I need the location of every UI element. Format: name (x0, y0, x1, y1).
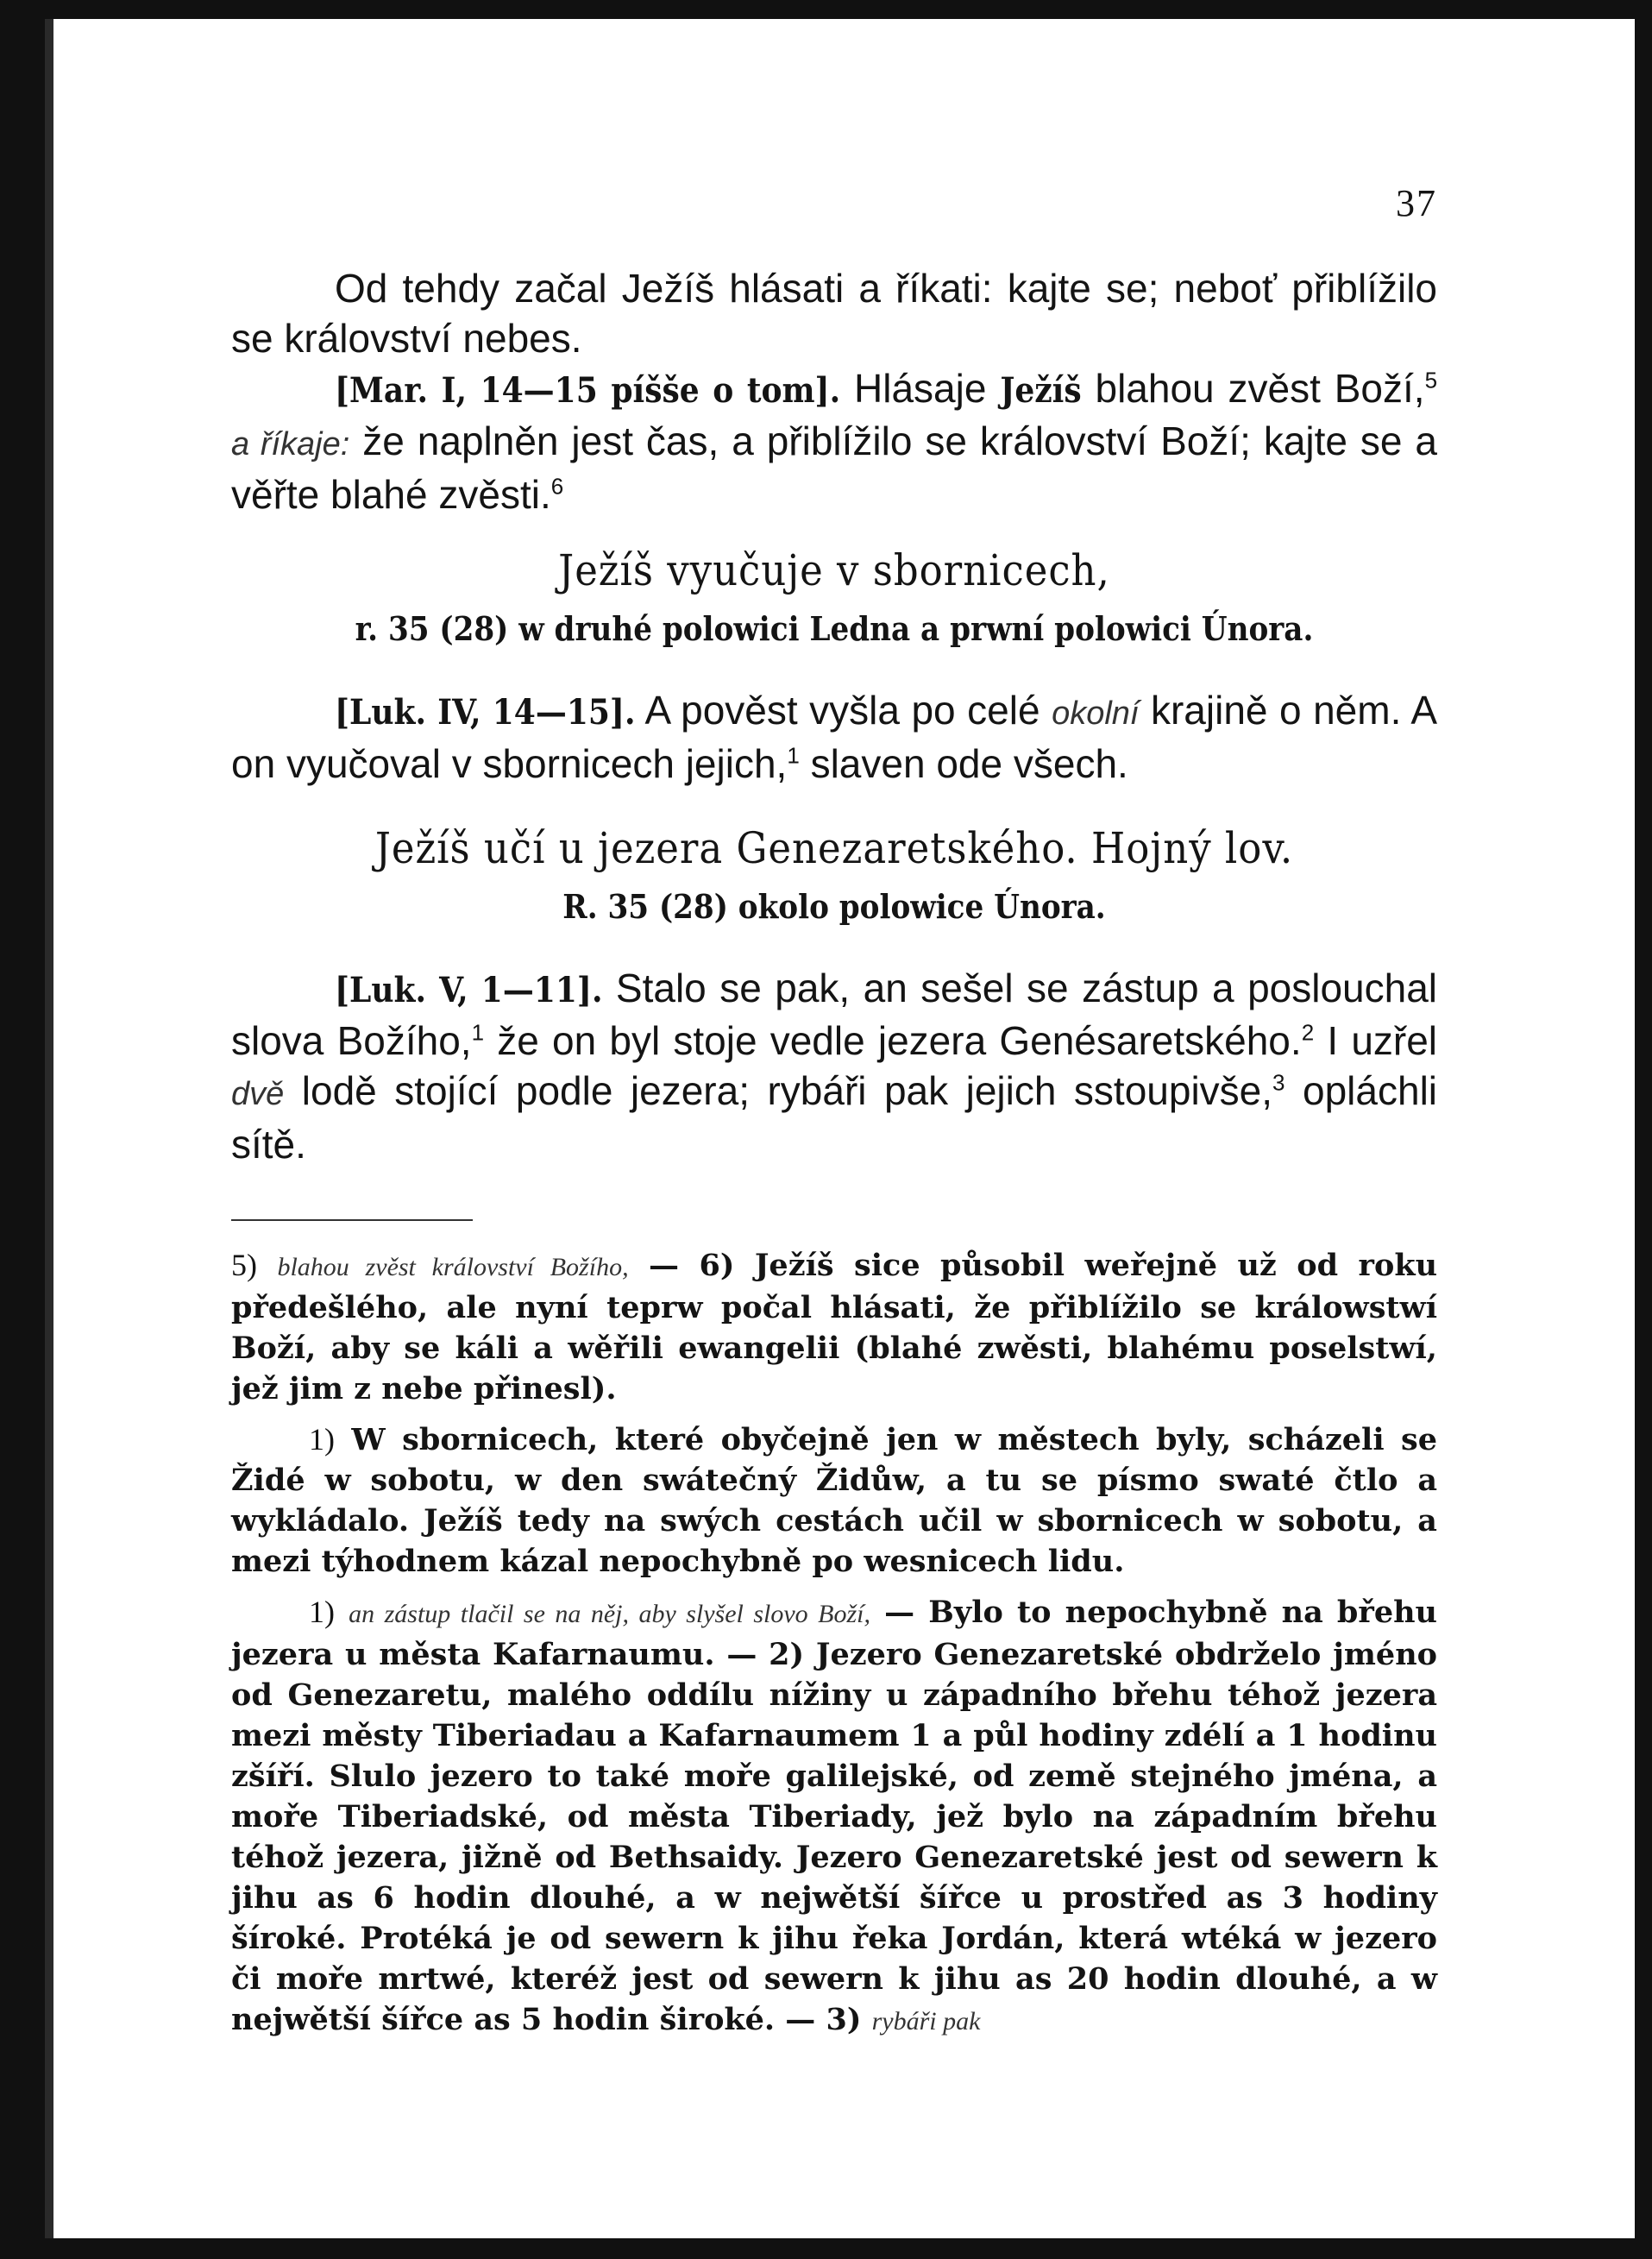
footnote-marker: 3 (1272, 1069, 1285, 1096)
footnote-divider (231, 1219, 473, 1221)
footnote-3 (231, 1592, 1437, 2042)
scan-border-bottom (0, 2238, 1652, 2259)
scripture-reference: [Luk. IV, 14—15]. (335, 692, 636, 733)
scripture-reference: [Mar. I, 14—15 píšše o tom]. (335, 370, 841, 411)
footnote-2 (231, 1419, 1437, 1582)
footnote-text: — Bylo to nepochybně na břehu jezera u města Kafarnaumu. — 2) Jezero Genezaretské obdrželo jméno od Genezaretu, malého oddílu nížiny u západního břehu téhož jezera mezi městy Tiberiadau a Kafarnaumem 1 a půl hodiny zdélí a 1 hodinu zšíří. Slulo jezero to také moře galilejské, od země stejného jména, a moře Tiberiadské, od města Tiberiady, jež bylo na západním břehu téhož jezera, jižně od Bethsaidy. Jezero Genezaretské jest od sewern k jihu as 6 hodin dlouhé, a w nejwětší šířce u prostřed as 3 hodiny šíroké. Protéká je od sewern k jihu řeka Jordán, která wtéká w jezero či moře mrtwé, kteréž jest od sewern k jihu as 20 hodin dlouhé, a w nejwětší šířce as 5 hodin široké. — 3) (231, 1595, 1437, 2037)
paragraph-2-text: že naplněn jest čas, a přiblížilo se království Boží; kajte se a věřte blahé zvěsti. (231, 418, 1438, 517)
footnote-marker: 5 (1424, 367, 1438, 393)
footnote-marker: 1 (471, 1019, 485, 1046)
section-date-1: r. 35 (28) w druhé polowici Ledna a prwní polowici Února. (355, 609, 1314, 648)
scan-border-left (0, 0, 45, 2259)
paragraph-3-text: krajině o něm. A on vyučoval v sbornicech jejich, (231, 688, 1438, 786)
paragraph-2-text: blahou zvěst Boží, (1095, 366, 1425, 411)
paragraph-4-text: I uzřel (1327, 1018, 1438, 1063)
paragraph-3 (231, 685, 1437, 789)
section-heading-1: Ježíš vyučuje v sbornicech, (558, 545, 1110, 595)
footnote-1 (231, 1245, 1437, 1409)
footnote-number: 1) (309, 1422, 335, 1457)
paragraph-4 (231, 963, 1437, 1169)
section-date-2: R. 35 (28) okolo polowice Února. (562, 887, 1106, 926)
footnote-number: 1) (309, 1595, 335, 1629)
paragraph-4-text: Stalo se pak, an sešel se zástup a poslouchal slova Božího, (231, 966, 1438, 1063)
section-heading-2: Ježíš učí u jezera Genezaretského. Hojný lov. (374, 823, 1294, 873)
scan-border-left-inner (45, 19, 53, 2259)
footnote-continuation: rybáři pak (871, 2007, 981, 2036)
paragraph-4-text: opláchli sítě. (231, 1068, 1438, 1167)
footnote-marker: 6 (550, 473, 564, 500)
scan-border-right (1635, 0, 1652, 2259)
footnote-text: — 6) Ježíš sice působil weřejně už od roku předešlého, ale nyní teprw počal hlásati, že přiblížilo se králowstwí Boží, aby se káli a wěřili ewangelii (blahé zwěsti, blahému poselstwí, jež jim z nebe přinesl). (231, 1248, 1438, 1406)
paragraph-3-text: slaven ode všech. (810, 741, 1128, 786)
footnote-marker: 2 (1301, 1019, 1315, 1046)
footnote-marker: 1 (787, 742, 800, 769)
paragraph-4-text: lodě stojící podle jezera; rybáři pak jejich sstoupivše, (301, 1068, 1273, 1113)
scan-border-top (0, 0, 1652, 19)
footnote-lemma: blahou zvěst království Božího, (277, 1253, 629, 1281)
italic-phrase: a říkaje: (231, 426, 350, 462)
scripture-reference: [Luk. V, 1—11]. (335, 970, 603, 1010)
paragraph-1-text: Od tehdy začal Ježíš hlásati a říkati: kajte se; neboť přiblížilo se království nebes. (231, 266, 1437, 361)
paragraph-4-text: že on byl stoje vedle jezera Genésaretského. (497, 1018, 1302, 1063)
footnote-number: 5) (231, 1248, 257, 1282)
italic-phrase: okolní (1052, 695, 1140, 732)
paragraph-3-text: A pověst vyšla po celé (644, 688, 1040, 733)
italic-phrase: dvě (231, 1076, 285, 1112)
paragraph-1 (231, 263, 1437, 363)
page-number: 37 (1396, 182, 1437, 224)
paragraph-2-text: Hlásaje (854, 366, 987, 411)
footnote-lemma: an zástup tlačil se na něj, aby slyšel slovo Boží, (349, 1600, 870, 1628)
book-page (231, 181, 1437, 2052)
name-jezis: Ježíš (1000, 370, 1082, 411)
footnotes (231, 1245, 1437, 2042)
paragraph-2 (231, 363, 1437, 519)
footnote-text: W sbornicech, které obyčejně jen w městech byly, scházeli se Židé w sobotu, w den swátečný Židůw, a tu se písmo swaté čtlo a wykládalo. Ježíš tedy na swých cestách učil w sbornicech w sobotu, a mezi týhodnem kázal nepochybně po wesnicech lidu. (231, 1422, 1437, 1579)
main-text (231, 181, 1437, 1169)
